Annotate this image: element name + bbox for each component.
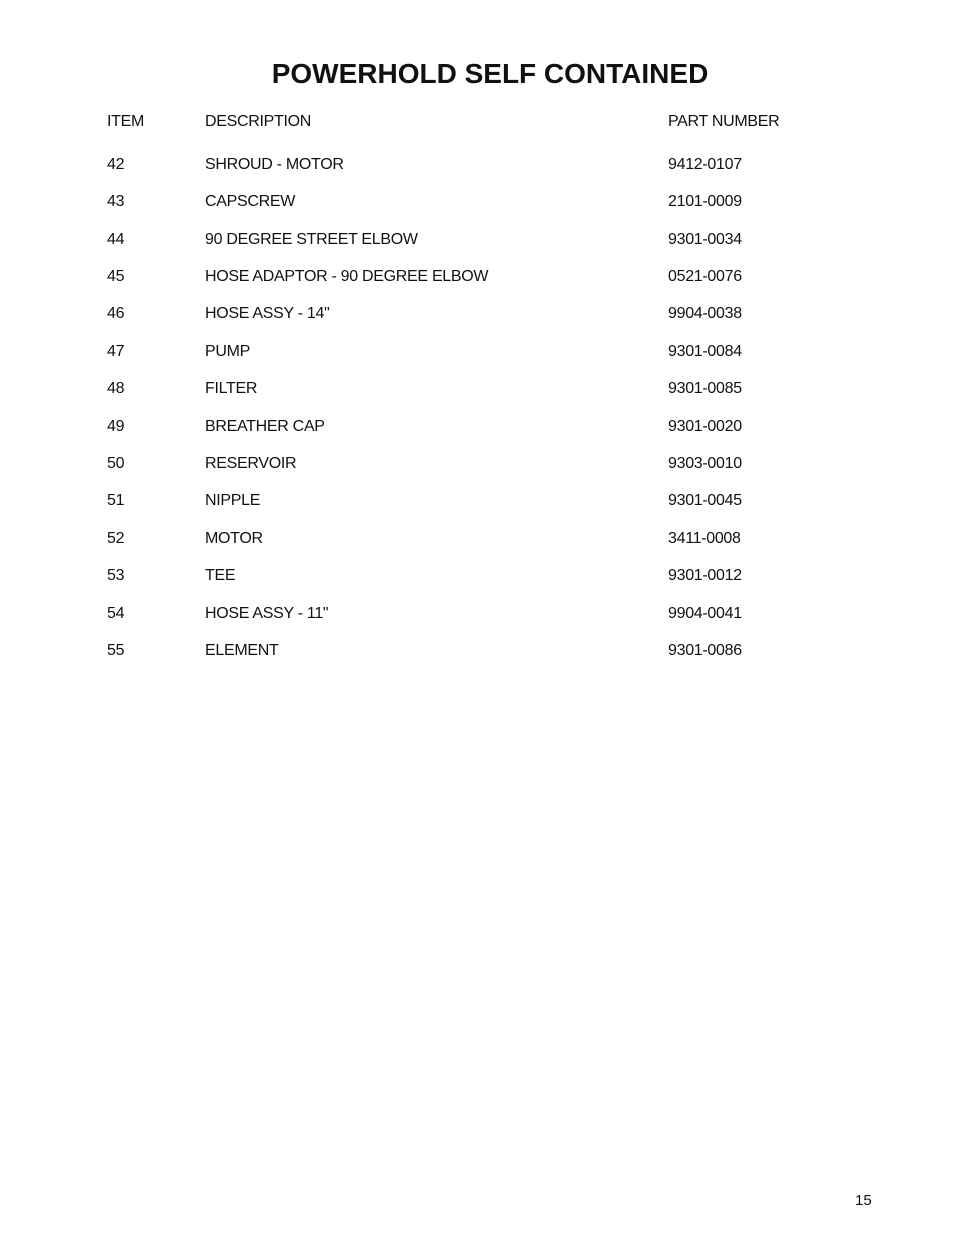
description-cell: HOSE ADAPTOR - 90 DEGREE ELBOW — [205, 268, 489, 285]
item-cell: 44 — [107, 231, 125, 248]
table-row — [0, 565, 954, 587]
part-number-cell: 9301-0020 — [668, 418, 742, 435]
table-row — [0, 229, 954, 251]
description-cell: HOSE ASSY - 14" — [205, 305, 330, 322]
description-cell: NIPPLE — [205, 492, 261, 509]
part-number-cell: 3411-0008 — [668, 530, 741, 547]
description-cell: HOSE ASSY - 11" — [205, 605, 329, 622]
description-cell: PUMP — [205, 343, 251, 360]
table-row — [0, 341, 954, 363]
part-number-cell: 9303-0010 — [668, 455, 742, 472]
page-title: POWERHOLD SELF CONTAINED — [271, 58, 709, 89]
table-header-row — [0, 111, 954, 133]
table-row — [0, 378, 954, 400]
table-row — [0, 266, 954, 288]
item-cell: 48 — [107, 380, 125, 397]
part-number-cell: 9301-0034 — [668, 231, 742, 248]
part-number-cell: 9301-0045 — [668, 492, 742, 509]
part-number-cell: 9301-0085 — [668, 380, 742, 397]
column-header-part-number: PART NUMBER — [668, 113, 780, 130]
item-cell: 42 — [107, 156, 125, 173]
part-number-cell: 9301-0084 — [668, 343, 742, 360]
item-cell: 49 — [107, 418, 125, 435]
part-number-cell: 0521-0076 — [668, 268, 742, 285]
table-row — [0, 453, 954, 475]
description-cell: 90 DEGREE STREET ELBOW — [205, 231, 418, 248]
description-cell: FILTER — [205, 380, 258, 397]
table-row — [0, 603, 954, 625]
item-cell: 43 — [107, 193, 125, 210]
description-cell: BREATHER CAP — [205, 418, 325, 435]
description-cell: CAPSCREW — [205, 193, 296, 210]
table-row — [0, 640, 954, 662]
item-cell: 51 — [107, 492, 125, 509]
part-number-cell: 9412-0107 — [668, 156, 742, 173]
table-row — [0, 154, 954, 176]
description-cell: TEE — [205, 567, 236, 584]
item-cell: 50 — [107, 455, 125, 472]
item-cell: 45 — [107, 268, 125, 285]
table-row — [0, 490, 954, 512]
description-cell: RESERVOIR — [205, 455, 297, 472]
part-number-cell: 9904-0038 — [668, 305, 742, 322]
description-cell: SHROUD - MOTOR — [205, 156, 344, 173]
table-row — [0, 528, 954, 550]
column-header-description: DESCRIPTION — [205, 113, 312, 130]
item-cell: 47 — [107, 343, 125, 360]
item-cell: 52 — [107, 530, 125, 547]
table-row — [0, 416, 954, 438]
item-cell: 46 — [107, 305, 125, 322]
part-number-cell: 2101-0009 — [668, 193, 742, 210]
part-number-cell: 9301-0086 — [668, 642, 742, 659]
description-cell: ELEMENT — [205, 642, 279, 659]
page-number: 15 — [855, 1192, 872, 1209]
part-number-cell: 9904-0041 — [668, 605, 742, 622]
item-cell: 54 — [107, 605, 125, 622]
item-cell: 55 — [107, 642, 125, 659]
column-header-item: ITEM — [107, 113, 145, 130]
description-cell: MOTOR — [205, 530, 263, 547]
table-row — [0, 191, 954, 213]
part-number-cell: 9301-0012 — [668, 567, 742, 584]
item-cell: 53 — [107, 567, 125, 584]
table-row — [0, 303, 954, 325]
